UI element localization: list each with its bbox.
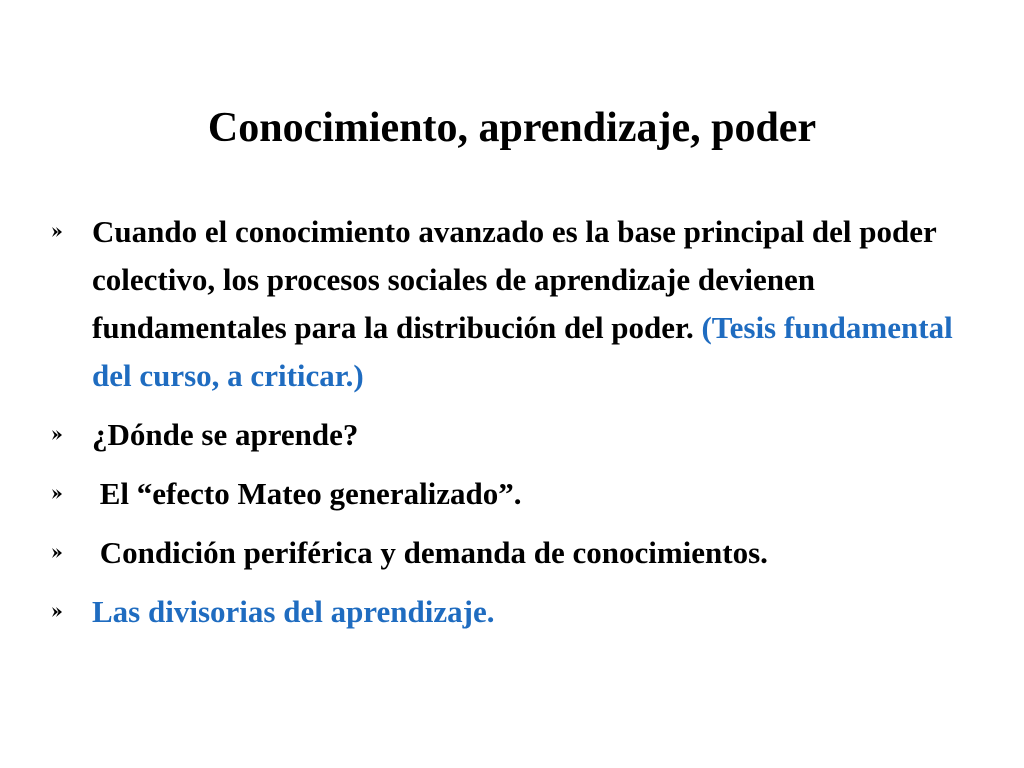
bullet-accent-text: Las divisorias del aprendizaje. xyxy=(92,594,495,629)
bullet-text: Condición periférica y demanda de conocimientos. xyxy=(92,535,768,570)
bullet-text: El “efecto Mateo generalizado”. xyxy=(92,476,522,511)
bullet-item-thesis xyxy=(48,208,978,400)
bullet-text: Cuando el conocimiento avanzado es la base principal del poder colectivo, los procesos sociales de aprendizaje devienen fundamentales para la distribución del poder. xyxy=(92,214,937,345)
arrow-bullet-icon xyxy=(51,411,67,459)
bullet-text: ¿Dónde se aprende? xyxy=(92,417,359,452)
bullet-accent-text: (Tesis fundamental del curso, a criticar.) xyxy=(92,310,953,393)
bullet-item-condicion xyxy=(48,529,978,577)
bullet-item-efecto-mateo xyxy=(48,470,978,518)
bullet-item-donde xyxy=(48,411,978,459)
arrow-bullet-icon xyxy=(51,208,67,256)
bullet-item-divisorias xyxy=(48,588,978,636)
arrow-bullet-icon xyxy=(51,470,67,518)
bullet-list xyxy=(48,208,978,647)
arrow-bullet-icon xyxy=(51,529,67,577)
slide-title: Conocimiento, aprendizaje, poder xyxy=(207,105,817,151)
arrow-bullet-icon xyxy=(51,588,67,636)
